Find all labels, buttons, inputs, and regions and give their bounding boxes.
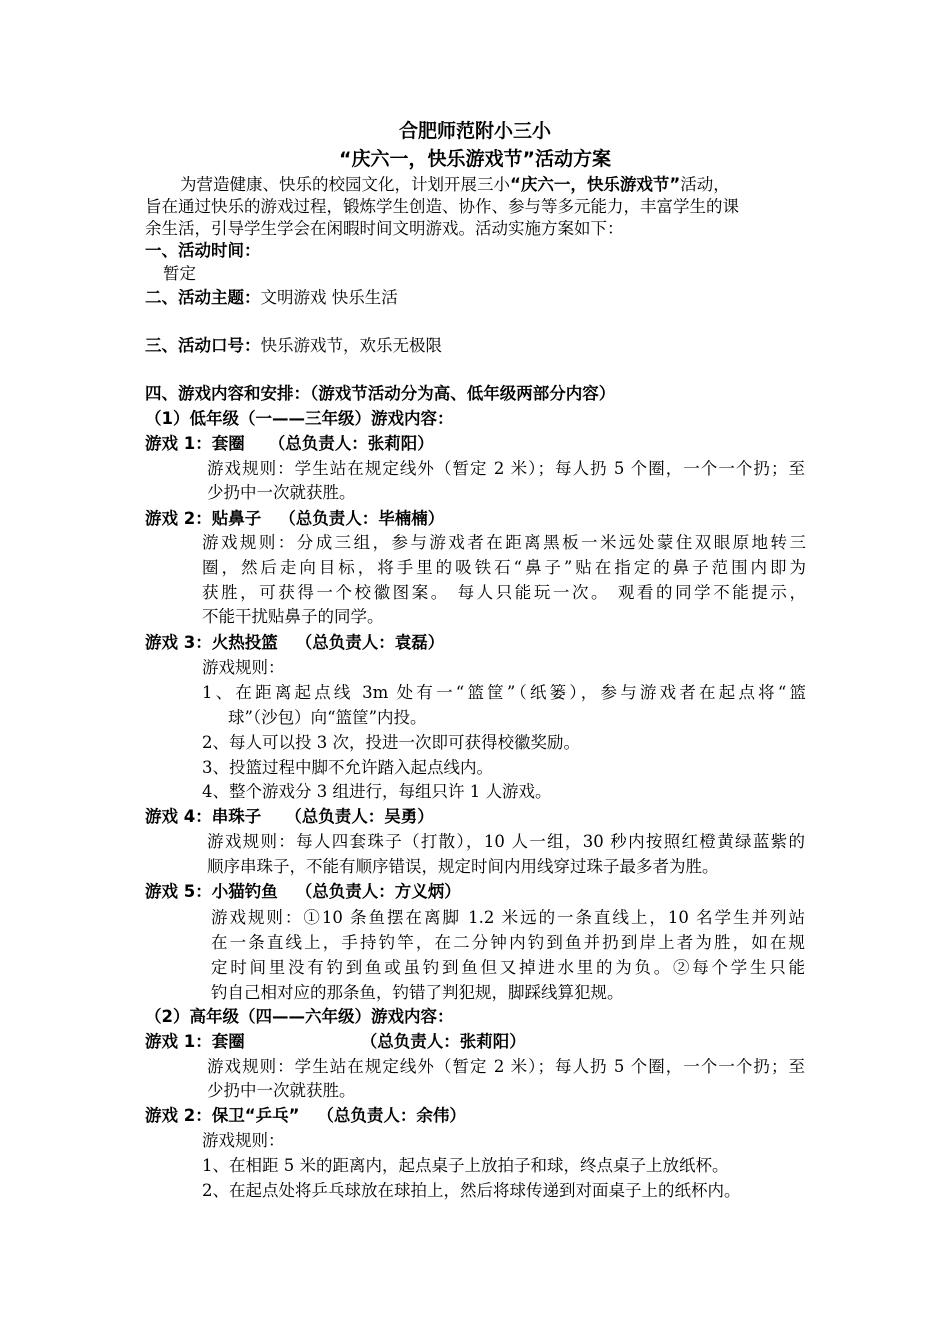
game-owner: （总负责人：张莉阳） [360,1032,526,1051]
intro-text-a: 为营造健康、快乐的校园文化，计划开展三小 [180,175,510,194]
low-game-2-rule-3: 获胜，可获得一个校徽图案。 每人只能玩一次。 观看的同学不能提示， [202,583,806,602]
game-owner: （总负责人：张莉阳） [268,434,434,453]
section-1-heading: 一、活动时间： [145,241,261,260]
high-grade-heading: （2）高年级（四——六年级）游戏内容： [145,1007,454,1026]
section-2-heading: 二、活动主题： [145,288,261,307]
section-4-heading: 四、游戏内容和安排：（游戏节活动分为高、低年级两部分内容） [145,384,616,403]
game-name: 游戏 2：保卫“乒乓” [145,1106,300,1125]
low-game-3-item-1: 1、在距离起点线 3m 处有一“篮筐”（纸篓），参与游戏者在起点将“篮 [202,683,806,702]
low-game-4-rule-2: 顺序串珠子，不能有顺序错误，规定时间内用线穿过珠子最多者为胜。 [207,857,719,876]
high-game-2-rule-label: 游戏规则： [202,1131,285,1150]
game-name: 游戏 4：串珠子 [145,807,262,826]
high-game-2-title [145,1105,466,1127]
low-game-3-title [145,632,444,654]
low-game-3-item-4: 4、整个游戏分 3 组进行，每组只许 1 人游戏。 [202,782,552,801]
intro-line-2: 旨在通过快乐的游戏过程，锻炼学生创造、协作、参与等多元能力，丰富学生的课 [145,197,739,216]
low-game-3-item-3: 3、投篮过程中脚不允许踏入起点线内。 [202,758,493,777]
high-game-1-rule-1: 游戏规则：学生站在规定线外（暂定 2 米）；每人扔 5 个圈，一个一个扔；至 [207,1057,805,1076]
intro-line-1 [180,174,730,196]
low-game-2-title [145,508,444,530]
game-owner: （总负责人：方义炳） [295,882,461,901]
intro-line-3: 余生活，引导学生学会在闲暇时间文明游戏。活动实施方案如下： [145,219,624,238]
section-3-text: 快乐游戏节，欢乐无极限 [260,336,442,355]
game-owner: （总负责人：袁磊） [295,633,445,652]
intro-text-c: 活动， [680,175,730,194]
game-name: 游戏 3：火热投篮 [145,633,278,652]
low-game-3-rule-label: 游戏规则： [202,658,285,677]
section-3-heading: 三、活动口号： [145,336,261,355]
high-game-2-item-2: 2、在起点处将乒乓球放在球拍上，然后将球传递到对面桌子上的纸杯内。 [202,1181,741,1200]
high-game-1-rule-2: 少扔中一次就获胜。 [207,1081,356,1100]
game-name: 游戏 1：套圈 [145,1032,245,1051]
low-game-5-title [145,881,461,903]
low-game-2-rule-4: 不能干扰贴鼻子的同学。 [202,607,384,626]
game-name: 游戏 1：套圈 [145,434,245,453]
low-game-1-rule-2: 少扔中一次就获胜。 [207,483,356,502]
high-game-2-item-1: 1、在相距 5 米的距离内，起点桌子上放拍子和球，终点桌子上放纸杯。 [202,1156,729,1175]
high-game-1-title [145,1031,526,1053]
low-game-1-title [145,433,434,455]
low-game-3-item-1-cont: 球”（沙包）向“篮筐”内投。 [228,708,427,727]
section-3 [145,335,442,357]
section-2 [145,287,398,309]
low-game-4-title [145,806,434,828]
low-game-2-rule-2: 圈，然后走向目标，将手里的吸铁石“鼻子”贴在指定的鼻子范围内即为 [202,558,806,577]
low-grade-heading: （1）低年级（一——三年级）游戏内容： [145,409,454,428]
game-owner: （总负责人：吴勇） [285,807,434,826]
section-1-text: 暂定 [163,264,196,283]
game-name: 游戏 2：贴鼻子 [145,509,262,528]
section-2-text: 文明游戏 快乐生活 [260,288,398,307]
title-activity: “庆六一，快乐游戏节”活动方案 [339,148,611,170]
low-game-5-rule-2: 在一条直线上，手持钓竿，在二分钟内钓到鱼并扔到岸上者为胜，如在规 [211,933,805,952]
game-owner: （总负责人：余伟） [317,1106,466,1125]
low-game-5-rule-4: 钓自己相对应的那条鱼，钓错了判犯规，脚踩线算犯规。 [211,983,624,1002]
game-owner: （总负责人：毕楠楠） [279,509,445,528]
low-game-4-rule-1: 游戏规则：每人四套珠子（打散），10 人一组，30 秒内按照红橙黄绿蓝紫的 [207,832,805,851]
low-game-2-rule-1: 游戏规则：分成三组，参与游戏者在距离黑板一米远处蒙住双眼原地转三 [202,533,806,552]
intro-highlight: “庆六一，快乐游戏节” [510,175,681,194]
low-game-3-item-2: 2、每人可以投 3 次，投进一次即可获得校徽奖励。 [202,733,580,752]
low-game-5-rule-1: 游戏规则：①10 条鱼摆在离脚 1.2 米远的一条直线上，10 名学生并列站 [211,908,805,927]
game-name: 游戏 5：小猫钓鱼 [145,882,278,901]
title-school: 合肥师范附小三小 [398,120,551,142]
low-game-5-rule-3: 定时间里没有钓到鱼或虽钓到鱼但又掉进水里的为负。②每个学生只能 [211,958,805,977]
low-game-1-rule-1: 游戏规则：学生站在规定线外（暂定 2 米）；每人扔 5 个圈，一个一个扔；至 [207,459,805,478]
